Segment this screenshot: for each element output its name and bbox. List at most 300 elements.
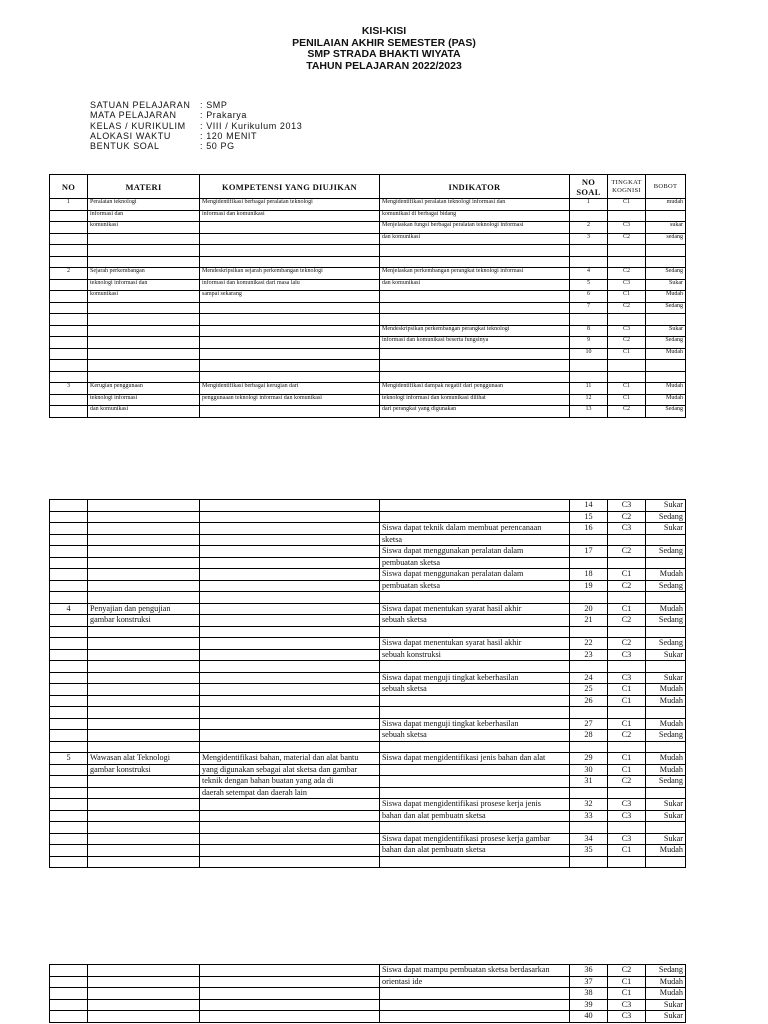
cell-tingkat-kognisi: C1 xyxy=(608,394,646,406)
kisi-table-page-2 xyxy=(49,499,686,868)
cell-indikator: teknologi informasi dan komunikasi dilihat xyxy=(380,394,570,406)
cell-indikator: Siswa dapat mengidentifikasi jenis bahan dan alat xyxy=(380,753,570,765)
table-row xyxy=(50,684,686,696)
cell-no-soal: 37 xyxy=(570,976,608,988)
cell-bobot: mudah xyxy=(646,199,686,211)
cell-bobot: Sukar xyxy=(646,279,686,291)
cell-tingkat-kognisi: C2 xyxy=(608,511,646,523)
cell-no: 1 xyxy=(50,199,88,211)
cell-tingkat-kognisi: C1 xyxy=(608,988,646,1000)
cell-indikator xyxy=(380,764,570,776)
cell-indikator: bahan dan alat pembuatn sketsa xyxy=(380,845,570,857)
cell-tingkat-kognisi xyxy=(608,557,646,569)
cell-tingkat-kognisi: C3 xyxy=(608,833,646,845)
cell-no xyxy=(50,718,88,730)
cell-tingkat-kognisi: C1 xyxy=(608,684,646,696)
cell-no xyxy=(50,592,88,604)
cell-no-soal: 21 xyxy=(570,615,608,627)
cell-kompetensi xyxy=(200,718,380,730)
cell-bobot: sukar xyxy=(646,222,686,234)
cell-no xyxy=(50,314,88,326)
cell-tingkat-kognisi: C3 xyxy=(608,279,646,291)
cell-tingkat-kognisi: C2 xyxy=(608,302,646,314)
cell-no-soal: 7 xyxy=(570,302,608,314)
cell-kompetensi xyxy=(200,546,380,558)
cell-materi: dan komunikasi xyxy=(88,406,200,418)
table-row xyxy=(50,707,686,719)
cell-no xyxy=(50,1011,88,1023)
cell-indikator: Menjelaskan perkembangan perangkat teknologi informasi xyxy=(380,268,570,280)
cell-no xyxy=(50,500,88,512)
cell-no xyxy=(50,233,88,245)
cell-materi xyxy=(88,360,200,372)
cell-tingkat-kognisi: C2 xyxy=(608,268,646,280)
cell-kompetensi xyxy=(200,245,380,257)
cell-tingkat-kognisi xyxy=(608,371,646,383)
cell-tingkat-kognisi: C1 xyxy=(608,753,646,765)
cell-materi xyxy=(88,672,200,684)
header-materi: MATERI xyxy=(88,175,200,199)
cell-bobot: Sukar xyxy=(646,523,686,535)
table-row xyxy=(50,534,686,546)
cell-no-soal: 24 xyxy=(570,672,608,684)
cell-no-soal xyxy=(570,557,608,569)
cell-materi xyxy=(88,580,200,592)
cell-kompetensi xyxy=(200,626,380,638)
cell-no xyxy=(50,776,88,788)
table-row xyxy=(50,233,686,245)
cell-indikator xyxy=(380,707,570,719)
cell-materi xyxy=(88,302,200,314)
cell-kompetensi xyxy=(200,707,380,719)
cell-tingkat-kognisi xyxy=(608,707,646,719)
cell-indikator xyxy=(380,245,570,257)
cell-no-soal: 39 xyxy=(570,999,608,1011)
cell-materi: Kerugian penggunaan xyxy=(88,383,200,395)
title-line-2: PENILAIAN AKHIR SEMESTER (PAS) xyxy=(292,36,476,49)
cell-no-soal xyxy=(570,314,608,326)
table-row xyxy=(50,999,686,1011)
cell-indikator: dari perangkat yang digunakan xyxy=(380,406,570,418)
cell-no xyxy=(50,371,88,383)
cell-bobot: Mudah xyxy=(646,764,686,776)
cell-bobot: Mudah xyxy=(646,988,686,1000)
cell-no xyxy=(50,764,88,776)
cell-no xyxy=(50,649,88,661)
cell-tingkat-kognisi xyxy=(608,256,646,268)
cell-tingkat-kognisi: C2 xyxy=(608,638,646,650)
cell-no-soal: 22 xyxy=(570,638,608,650)
cell-no-soal: 12 xyxy=(570,394,608,406)
cell-bobot: Sukar xyxy=(646,999,686,1011)
header-bobot: BOBOT xyxy=(646,175,686,199)
cell-indikator: bahan dan alat pembuatn sketsa xyxy=(380,810,570,822)
cell-materi xyxy=(88,822,200,834)
cell-bobot: Mudah xyxy=(646,718,686,730)
cell-indikator xyxy=(380,787,570,799)
table-row xyxy=(50,776,686,788)
cell-no-soal: 13 xyxy=(570,406,608,418)
cell-no xyxy=(50,684,88,696)
table-row xyxy=(50,753,686,765)
cell-materi xyxy=(88,988,200,1000)
cell-no xyxy=(50,245,88,257)
cell-indikator xyxy=(380,511,570,523)
cell-kompetensi: sampai sekarang xyxy=(200,291,380,303)
cell-no-soal xyxy=(570,256,608,268)
cell-bobot: Sukar xyxy=(646,325,686,337)
cell-kompetensi xyxy=(200,615,380,627)
cell-no-soal xyxy=(570,787,608,799)
cell-no xyxy=(50,256,88,268)
cell-indikator: pembuatan sketsa xyxy=(380,580,570,592)
cell-tingkat-kognisi: C1 xyxy=(608,291,646,303)
table-row xyxy=(50,988,686,1000)
cell-indikator: Mengidentifikasi dampak negatif dari penggunaan xyxy=(380,383,570,395)
cell-indikator xyxy=(380,256,570,268)
cell-bobot: Mudah xyxy=(646,348,686,360)
cell-materi xyxy=(88,976,200,988)
cell-indikator: Siswa dapat menentukan syarat hasil akhir xyxy=(380,638,570,650)
table-row xyxy=(50,822,686,834)
cell-materi: gambar konstruksi xyxy=(88,764,200,776)
cell-materi xyxy=(88,638,200,650)
cell-no-soal: 26 xyxy=(570,695,608,707)
cell-bobot: Mudah xyxy=(646,603,686,615)
table-row xyxy=(50,371,686,383)
cell-kompetensi xyxy=(200,976,380,988)
table-row xyxy=(50,718,686,730)
cell-no-soal: 9 xyxy=(570,337,608,349)
cell-no-soal: 5 xyxy=(570,279,608,291)
cell-materi: teknologi informasi xyxy=(88,394,200,406)
cell-tingkat-kognisi: C2 xyxy=(608,776,646,788)
cell-no xyxy=(50,534,88,546)
cell-no xyxy=(50,325,88,337)
cell-materi xyxy=(88,776,200,788)
cell-tingkat-kognisi: C1 xyxy=(608,718,646,730)
cell-indikator: komunikasi di berbagai bidang xyxy=(380,210,570,222)
cell-materi xyxy=(88,707,200,719)
cell-indikator xyxy=(380,302,570,314)
cell-bobot xyxy=(646,371,686,383)
cell-materi: komunikasi xyxy=(88,291,200,303)
cell-no-soal xyxy=(570,360,608,372)
cell-bobot: Mudah xyxy=(646,291,686,303)
cell-no xyxy=(50,569,88,581)
cell-materi xyxy=(88,500,200,512)
table-row xyxy=(50,406,686,418)
cell-materi: Peralatan teknologi xyxy=(88,199,200,211)
cell-kompetensi xyxy=(200,741,380,753)
cell-materi xyxy=(88,256,200,268)
cell-indikator xyxy=(380,360,570,372)
cell-tingkat-kognisi: C3 xyxy=(608,222,646,234)
cell-no-soal: 23 xyxy=(570,649,608,661)
table-row xyxy=(50,394,686,406)
cell-no xyxy=(50,988,88,1000)
cell-no-soal xyxy=(570,741,608,753)
cell-indikator: Mendeskripsikan perkembangan perangkat teknologi xyxy=(380,325,570,337)
cell-kompetensi xyxy=(200,233,380,245)
cell-kompetensi xyxy=(200,314,380,326)
cell-bobot xyxy=(646,592,686,604)
table-row xyxy=(50,845,686,857)
cell-kompetensi xyxy=(200,534,380,546)
cell-bobot: Sukar xyxy=(646,810,686,822)
cell-materi xyxy=(88,833,200,845)
cell-indikator xyxy=(380,291,570,303)
cell-tingkat-kognisi: C3 xyxy=(608,810,646,822)
cell-no: 4 xyxy=(50,603,88,615)
cell-indikator xyxy=(380,592,570,604)
cell-tingkat-kognisi: C1 xyxy=(608,603,646,615)
cell-bobot: Mudah xyxy=(646,695,686,707)
cell-tingkat-kognisi: C3 xyxy=(608,523,646,535)
table-row xyxy=(50,360,686,372)
table-row xyxy=(50,314,686,326)
cell-materi: Wawasan alat Teknologi xyxy=(88,753,200,765)
cell-kompetensi xyxy=(200,999,380,1011)
table-row xyxy=(50,603,686,615)
cell-indikator: informasi dan komunikasi beserta fungsinya xyxy=(380,337,570,349)
table-row xyxy=(50,976,686,988)
cell-materi xyxy=(88,695,200,707)
cell-no-soal xyxy=(570,707,608,719)
cell-materi xyxy=(88,546,200,558)
cell-kompetensi xyxy=(200,672,380,684)
cell-bobot: Sedang xyxy=(646,615,686,627)
table-row xyxy=(50,730,686,742)
cell-tingkat-kognisi: C3 xyxy=(608,1011,646,1023)
table-row xyxy=(50,580,686,592)
cell-no xyxy=(50,672,88,684)
cell-no xyxy=(50,580,88,592)
meta-label: ALOKASI WAKTU xyxy=(90,130,171,141)
cell-no-soal xyxy=(570,822,608,834)
cell-kompetensi xyxy=(200,649,380,661)
cell-materi: Penyajian dan pengujian xyxy=(88,603,200,615)
table-row xyxy=(50,511,686,523)
cell-kompetensi xyxy=(200,569,380,581)
cell-kompetensi: Mendeskripsikan sejarah perkembangan teknologi xyxy=(200,268,380,280)
cell-materi: teknologi informasi dan xyxy=(88,279,200,291)
cell-no-soal xyxy=(570,592,608,604)
cell-no xyxy=(50,976,88,988)
cell-materi xyxy=(88,337,200,349)
cell-materi xyxy=(88,810,200,822)
cell-kompetensi xyxy=(200,638,380,650)
cell-tingkat-kognisi: C1 xyxy=(608,199,646,211)
cell-no-soal: 6 xyxy=(570,291,608,303)
cell-materi xyxy=(88,325,200,337)
cell-no-soal: 38 xyxy=(570,988,608,1000)
cell-bobot: Mudah xyxy=(646,569,686,581)
cell-bobot: Sedang xyxy=(646,638,686,650)
cell-materi xyxy=(88,233,200,245)
cell-kompetensi xyxy=(200,822,380,834)
cell-kompetensi xyxy=(200,500,380,512)
cell-no-soal: 2 xyxy=(570,222,608,234)
cell-no-soal: 31 xyxy=(570,776,608,788)
cell-no xyxy=(50,661,88,673)
title-line-4: TAHUN PELAJARAN 2022/2023 xyxy=(306,59,462,72)
table-row xyxy=(50,383,686,395)
cell-tingkat-kognisi: C1 xyxy=(608,845,646,857)
cell-kompetensi: penggunaaan teknologi informasi dan komunikasi xyxy=(200,394,380,406)
cell-indikator: Siswa dapat mengidentifikasi prosese kerja jenis xyxy=(380,799,570,811)
cell-no xyxy=(50,845,88,857)
cell-tingkat-kognisi: C2 xyxy=(608,233,646,245)
meta-value: : 120 MENIT xyxy=(200,130,258,141)
cell-no xyxy=(50,626,88,638)
cell-indikator: dan komunikasi xyxy=(380,279,570,291)
cell-kompetensi: Mengidentifikasi bahan, material dan alat bantu xyxy=(200,753,380,765)
cell-indikator xyxy=(380,776,570,788)
cell-tingkat-kognisi: C3 xyxy=(608,649,646,661)
cell-materi xyxy=(88,534,200,546)
cell-kompetensi xyxy=(200,684,380,696)
cell-tingkat-kognisi: C1 xyxy=(608,976,646,988)
cell-no-soal: 17 xyxy=(570,546,608,558)
cell-no xyxy=(50,707,88,719)
cell-tingkat-kognisi: C2 xyxy=(608,337,646,349)
cell-no xyxy=(50,546,88,558)
cell-indikator xyxy=(380,500,570,512)
cell-no xyxy=(50,799,88,811)
cell-materi: informasi dan xyxy=(88,210,200,222)
table-row xyxy=(50,615,686,627)
table-row xyxy=(50,523,686,535)
cell-no-soal xyxy=(570,626,608,638)
cell-no xyxy=(50,638,88,650)
cell-materi xyxy=(88,1011,200,1023)
cell-bobot: Sukar xyxy=(646,833,686,845)
cell-bobot: Sedang xyxy=(646,776,686,788)
cell-materi xyxy=(88,730,200,742)
cell-no xyxy=(50,291,88,303)
kisi-table-page-3 xyxy=(49,964,686,1023)
cell-indikator: orientasi ide xyxy=(380,976,570,988)
table-row xyxy=(50,695,686,707)
meta-label: KELAS / KURIKULIM xyxy=(90,120,186,131)
cell-no-soal: 1 xyxy=(570,199,608,211)
cell-no-soal: 35 xyxy=(570,845,608,857)
cell-no-soal: 19 xyxy=(570,580,608,592)
cell-indikator: Mengidentifikasi peralatan teknologi informasi dan xyxy=(380,199,570,211)
cell-indikator xyxy=(380,856,570,868)
cell-tingkat-kognisi xyxy=(608,592,646,604)
cell-no-soal: 40 xyxy=(570,1011,608,1023)
cell-materi xyxy=(88,626,200,638)
kisi-table-page-1 xyxy=(49,174,686,418)
cell-no-soal: 8 xyxy=(570,325,608,337)
table-row xyxy=(50,279,686,291)
cell-kompetensi xyxy=(200,511,380,523)
cell-no-soal: 33 xyxy=(570,810,608,822)
cell-no-soal: 28 xyxy=(570,730,608,742)
cell-bobot: Mudah xyxy=(646,845,686,857)
cell-kompetensi xyxy=(200,557,380,569)
cell-no-soal xyxy=(570,661,608,673)
cell-indikator: dan komunikasi xyxy=(380,233,570,245)
cell-no xyxy=(50,302,88,314)
table-row xyxy=(50,764,686,776)
cell-tingkat-kognisi: C1 xyxy=(608,569,646,581)
cell-no-soal: 4 xyxy=(570,268,608,280)
cell-no xyxy=(50,730,88,742)
cell-no xyxy=(50,741,88,753)
cell-materi xyxy=(88,845,200,857)
cell-bobot xyxy=(646,360,686,372)
table-row xyxy=(50,569,686,581)
cell-no: 2 xyxy=(50,268,88,280)
title-line-1: KISI-KISI xyxy=(361,25,407,37)
cell-materi xyxy=(88,799,200,811)
cell-indikator: pembuatan sketsa xyxy=(380,557,570,569)
cell-materi xyxy=(88,684,200,696)
cell-no xyxy=(50,279,88,291)
cell-bobot: Sukar xyxy=(646,1011,686,1023)
cell-kompetensi xyxy=(200,810,380,822)
cell-materi xyxy=(88,511,200,523)
cell-no xyxy=(50,348,88,360)
cell-no-soal xyxy=(570,371,608,383)
cell-tingkat-kognisi xyxy=(608,626,646,638)
cell-no-soal: 25 xyxy=(570,684,608,696)
header-no-soal: NO SOAL xyxy=(570,175,608,199)
cell-no-soal xyxy=(570,534,608,546)
table-row xyxy=(50,557,686,569)
cell-indikator: sebuah sketsa xyxy=(380,684,570,696)
cell-indikator: Siswa dapat menguji tingkat keberhasilan xyxy=(380,672,570,684)
cell-no-soal: 18 xyxy=(570,569,608,581)
cell-no-soal xyxy=(570,245,608,257)
cell-tingkat-kognisi: C2 xyxy=(608,615,646,627)
cell-no xyxy=(50,615,88,627)
table-row xyxy=(50,833,686,845)
table-row xyxy=(50,337,686,349)
meta-label: BENTUK SOAL xyxy=(90,141,160,152)
cell-kompetensi xyxy=(200,856,380,868)
cell-tingkat-kognisi: C1 xyxy=(608,764,646,776)
cell-tingkat-kognisi: C3 xyxy=(608,500,646,512)
cell-no xyxy=(50,557,88,569)
cell-bobot xyxy=(646,741,686,753)
cell-no xyxy=(50,360,88,372)
cell-kompetensi xyxy=(200,337,380,349)
cell-tingkat-kognisi xyxy=(608,787,646,799)
table-row xyxy=(50,348,686,360)
table-row xyxy=(50,741,686,753)
table-row xyxy=(50,546,686,558)
cell-tingkat-kognisi xyxy=(608,210,646,222)
cell-tingkat-kognisi: C1 xyxy=(608,695,646,707)
table-row xyxy=(50,799,686,811)
cell-tingkat-kognisi: C3 xyxy=(608,672,646,684)
cell-kompetensi xyxy=(200,988,380,1000)
cell-indikator xyxy=(380,822,570,834)
cell-no-soal: 32 xyxy=(570,799,608,811)
cell-bobot: Mudah xyxy=(646,976,686,988)
cell-kompetensi xyxy=(200,371,380,383)
table-row xyxy=(50,626,686,638)
header-tingkat-kognisi: TINGKAT KOGNISI xyxy=(608,175,646,199)
cell-kompetensi xyxy=(200,523,380,535)
cell-indikator xyxy=(380,314,570,326)
cell-indikator: Siswa dapat teknik dalam membuat perencanaan xyxy=(380,523,570,535)
cell-bobot xyxy=(646,314,686,326)
